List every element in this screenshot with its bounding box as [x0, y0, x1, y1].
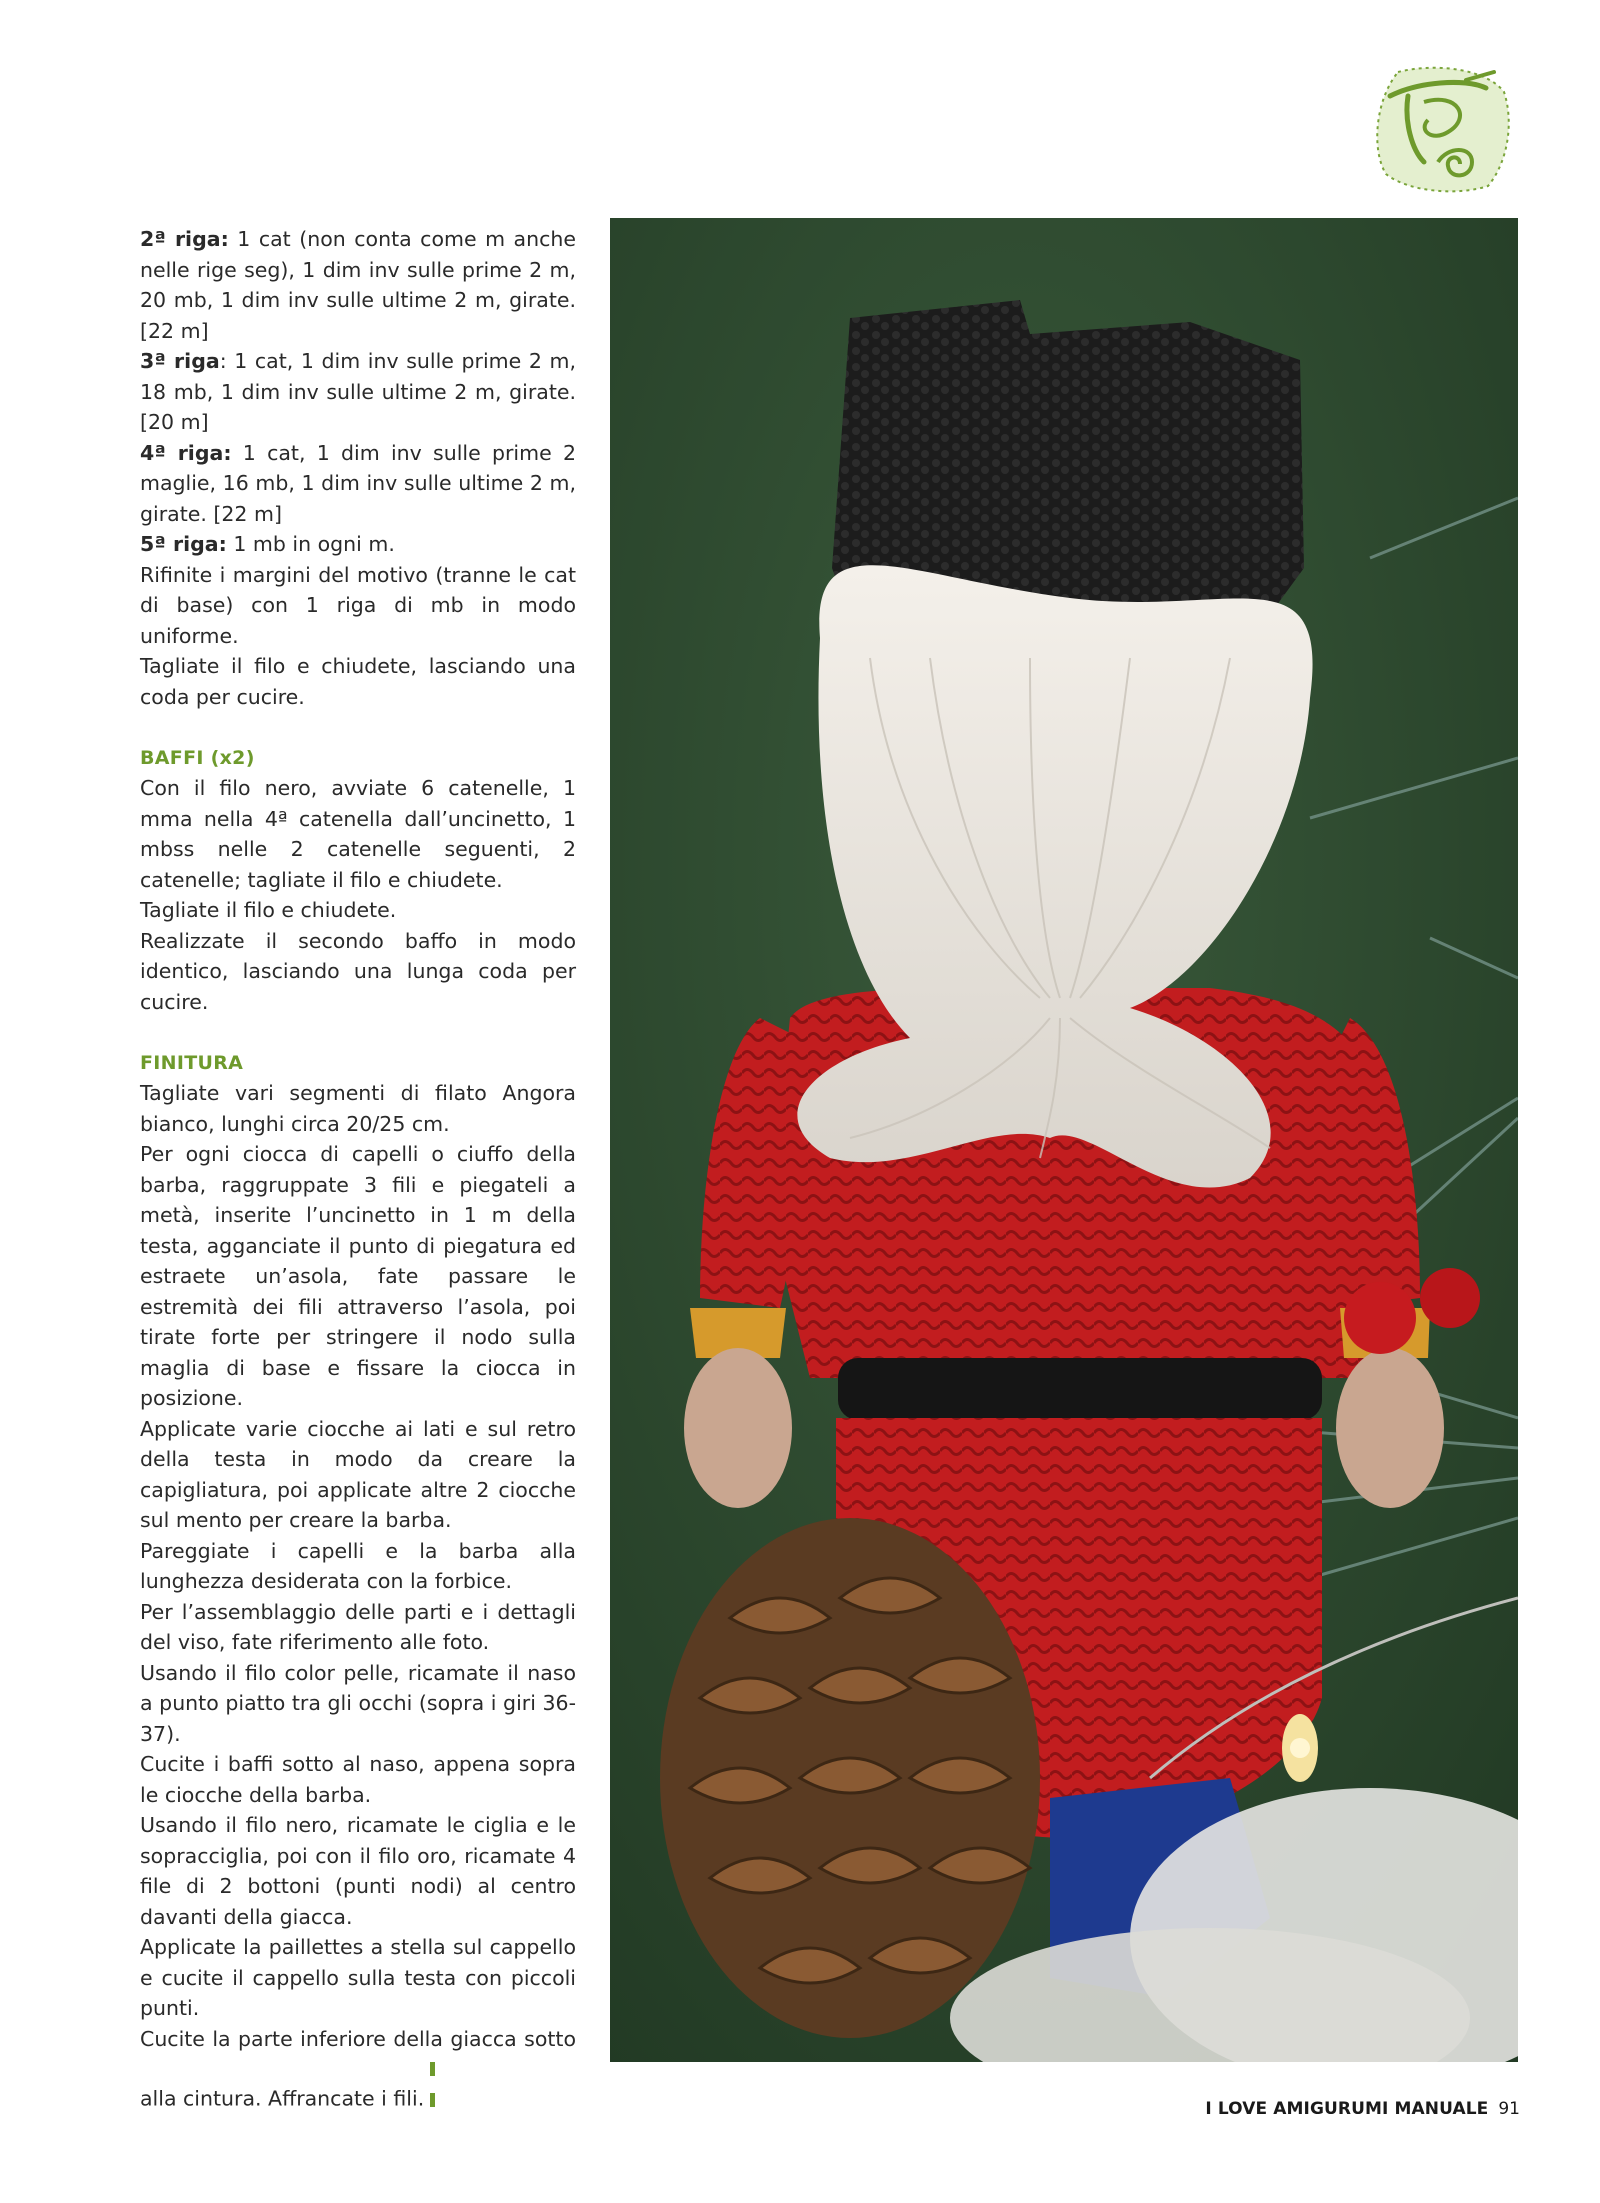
paragraph: Cucite la parte inferiore della giacca sotto alla cintura. Affrancate i fili. [140, 2026, 576, 2111]
row-instruction: 4ª riga: 1 cat, 1 dim inv sulle prime 2 maglie, 16 mb, 1 dim inv sulle ultime 2 m, girate. [22 m] [140, 440, 576, 526]
row-instruction: 2ª riga: 1 cat (non conta come m anche nelle rige seg), 1 dim inv sulle prime 2 m, 20 mb, 1 dim inv sulle ultime 2 m, girate. [22 m] [140, 227, 576, 343]
paragraph: Realizzate il secondo baffo in modo identico, lasciando una lunga coda per cucire. [140, 928, 576, 1014]
section-heading-finitura: FINITURA [140, 1051, 244, 1074]
section-heading-baffi: BAFFI (x2) [140, 746, 255, 769]
paragraph: Cucite i baffi sotto al naso, appena sopra le ciocche della barba. [140, 1752, 576, 1807]
page-footer [1205, 2099, 1520, 2119]
paragraph: Usando il filo nero, ricamate le ciglia e le sopracciglia, poi con il filo oro, ricamate 4 file di 2 bottoni (punti nodi) al centro davanti della giacca. [140, 1813, 576, 1929]
nutcracker-photo [610, 218, 1518, 2062]
page-number: 91 [1498, 2099, 1520, 2119]
paragraph: Per l’assemblaggio delle parti e i dettagli del viso, fate riferimento alle foto. [140, 1599, 576, 1654]
paragraph: Tagliate il filo e chiudete, lasciando una coda per cucire. [140, 654, 576, 709]
row-instruction: 5ª riga: 1 mb in ogni m. [140, 532, 395, 556]
row-instruction: 3ª riga: 1 cat, 1 dim inv sulle prime 2 m, 18 mb, 1 dim inv sulle ultime 2 m, girate. [20 m] [140, 349, 576, 434]
paragraph: Applicate la paillettes a stella sul cappello e cucite il cappello sulla testa con piccoli punti. [140, 1935, 576, 2020]
paragraph: Per ogni ciocca di capelli o ciuffo della barba, raggruppate 3 fili e piegateli a metà, inserite l’uncinetto in 1 m della testa, agganciate il punto di piegatura ed estraete un’asola, fate passare le estremità dei fili attraverso l’asola, poi tirate forte per stringere il nodo sulla maglia di base e fissare la ciocca in posizione. [140, 1142, 576, 1410]
paragraph: Con il filo nero, avviate 6 catenelle, 1 mma nella 4ª catenella dall’uncinetto, 1 mbss nelle 2 catenelle seguenti, 2 catenelle; tagliate il filo e chiudete. [140, 776, 576, 892]
paragraph: Pareggiate i capelli e la barba alla lunghezza desiderata con la forbice. [140, 1538, 576, 1593]
crochet-logo-icon [1368, 62, 1514, 196]
paragraph: Applicate varie ciocche ai lati e sul retro della testa in modo da creare la capigliatura, poi applicate altre 2 ciocche sul mento per creare la barba. [140, 1416, 576, 1532]
paragraph: Tagliate vari segmenti di filato Angora bianco, lunghi circa 20/25 cm. [140, 1081, 576, 1136]
end-of-article-icon [430, 2054, 444, 2068]
paragraph: Tagliate il filo e chiudete. [140, 898, 397, 922]
paragraph: Usando il filo color pelle, ricamate il naso a punto piatto tra gli occhi (sopra i giri 36-37). [140, 1660, 576, 1746]
instructions-column [140, 224, 576, 2114]
magazine-title: I LOVE AMIGURUMI MANUALE [1205, 2099, 1489, 2119]
paragraph: Rifinite i margini del motivo (tranne le cat di base) con 1 riga di mb in modo uniforme. [140, 562, 576, 648]
